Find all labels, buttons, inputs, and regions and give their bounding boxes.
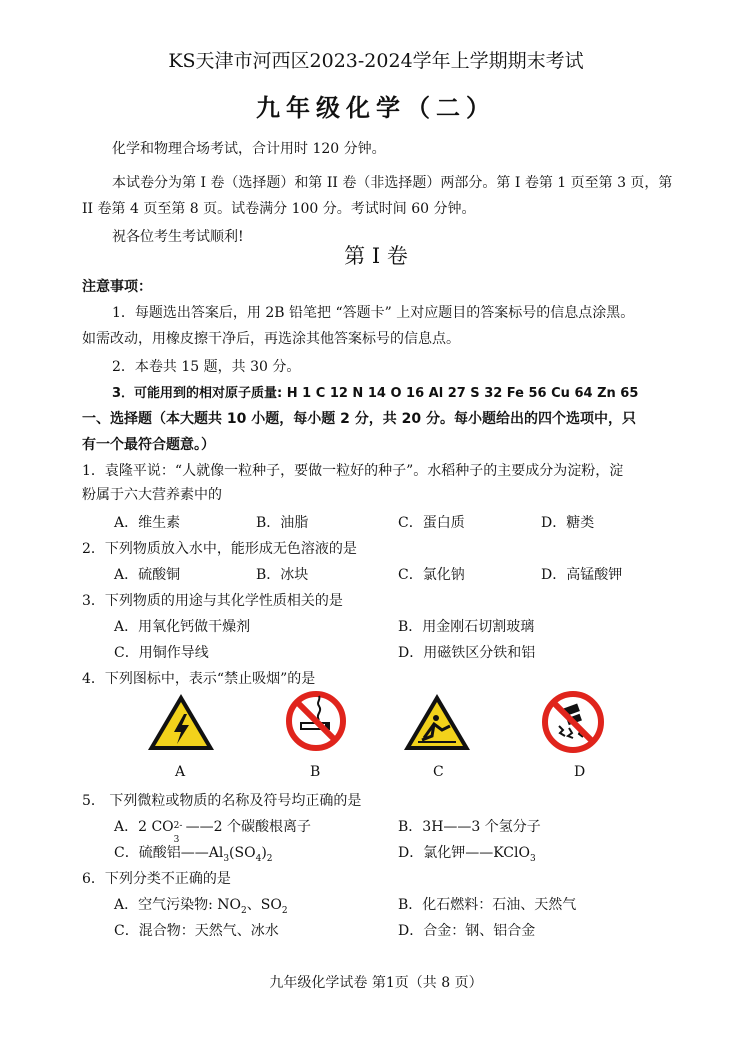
q2-option-c: C．氯化钠 (398, 567, 465, 583)
q5-option-a: A．2 CO 2- 3 ——2 个碳酸根离子 (114, 819, 312, 845)
q4-label-c: C (433, 764, 444, 780)
question-1-line-a: 1．袁隆平说：“人就像一粒种子，要做一粒好的种子”。水稻种子的主要成分为淀粉，淀 (82, 463, 624, 479)
notice-1b: 如需改动，用橡皮擦干净后，再选涂其他答案标号的信息点。 (82, 331, 460, 347)
q5-option-d: D．氯化钾——KClO$_3$ (398, 845, 536, 864)
q1-option-c: C．蛋白质 (398, 515, 465, 531)
q6-option-c: C．混合物：天然气、冰水 (114, 923, 279, 939)
notice-3: 3．可能用到的相对原子质量: H 1 C 12 N 14 O 16 Al 27 S 32 Fe 56 Cu 64 Zn 65 (112, 386, 639, 401)
document-subtitle: 九年级化学（二） (256, 93, 496, 122)
q1-option-b: B．油脂 (256, 515, 309, 531)
q1-option-a: A．维生素 (114, 515, 181, 531)
question-2: 2．下列物质放入水中，能形成无色溶液的是 (82, 541, 357, 557)
q6-option-a: A．空气污染物: $NO_2$、$SO_2$ (114, 897, 288, 916)
q3-option-d: D．用磁铁区分铁和铝 (398, 645, 536, 661)
notice-2: 2．本卷共 15 题，共 30 分。 (112, 359, 301, 375)
q5-option-c: C．硫酸铝$——Al_3(SO_4)_2$ (114, 845, 273, 864)
part-heading-b: 有一个最符合题意。） (82, 437, 215, 453)
q2-option-d: D．高锰酸钾 (541, 567, 623, 583)
question-5: 5． 下列微粒或物质的名称及符号均正确的是 (82, 793, 362, 809)
q4-label-d: D (574, 764, 586, 780)
document-title: KS天津市河西区2023-2024学年上学期期末考试 (168, 50, 584, 72)
section-title: 第 I 卷 (344, 244, 408, 268)
question-1-line-b: 粉属于六大营养素中的 (82, 487, 222, 503)
no-fireworks-icon (541, 690, 605, 754)
intro-line-1: 化学和物理合场考试，合计用时 120 分钟。 (112, 141, 386, 157)
slippery-warning-icon (402, 692, 472, 752)
page-footer: 九年级化学试卷 第1页（共 8 页） (269, 975, 483, 991)
part-heading-a: 一、选择题（本大题共 10 小题，每小题 2 分，共 20 分。每小题给出的四个选项中，只 (82, 411, 636, 427)
q3-option-a: A．用氧化钙做干燥剂 (114, 619, 251, 635)
q4-label-a: A (175, 764, 186, 780)
q2-option-b: B．冰块 (256, 567, 309, 583)
intro-line-2b: II 卷第 4 页至第 8 页。试卷满分 100 分。考试时间 60 分钟。 (82, 201, 476, 217)
q3-option-b: B．用金刚石切割玻璃 (398, 619, 535, 635)
q1-option-d: D．糖类 (541, 515, 595, 531)
question-4: 4．下列图标中，表示“禁止吸烟”的是 (82, 671, 316, 687)
q6-option-b: B．化石燃料：石油、天然气 (398, 897, 577, 913)
high-voltage-warning-icon (146, 692, 216, 752)
question-3: 3．下列物质的用途与其化学性质相关的是 (82, 593, 343, 609)
intro-line-2a: 本试卷分为第 I 卷（选择题）和第 II 卷（非选择题）两部分。第 I 卷第 1 页至第 3 页，第 (112, 175, 673, 191)
question-6: 6．下列分类不正确的是 (82, 871, 231, 887)
q3-option-c: C．用铜作导线 (114, 645, 209, 661)
q5-option-b: B．3H——3 个氢分子 (398, 819, 541, 835)
q2-option-a: A．硫酸铜 (114, 567, 181, 583)
no-smoking-icon (285, 690, 347, 752)
q4-label-b: B (310, 764, 321, 780)
intro-line-3: 祝各位考生考试顺利! (112, 229, 244, 245)
notice-heading: 注意事项： (82, 279, 152, 295)
q6-option-d: D．合金：钢、铝合金 (398, 923, 536, 939)
notice-1a: 1．每题选出答案后，用 2B 铅笔把 “答题卡” 上对应题目的答案标号的信息点涂黑。 (112, 305, 635, 321)
